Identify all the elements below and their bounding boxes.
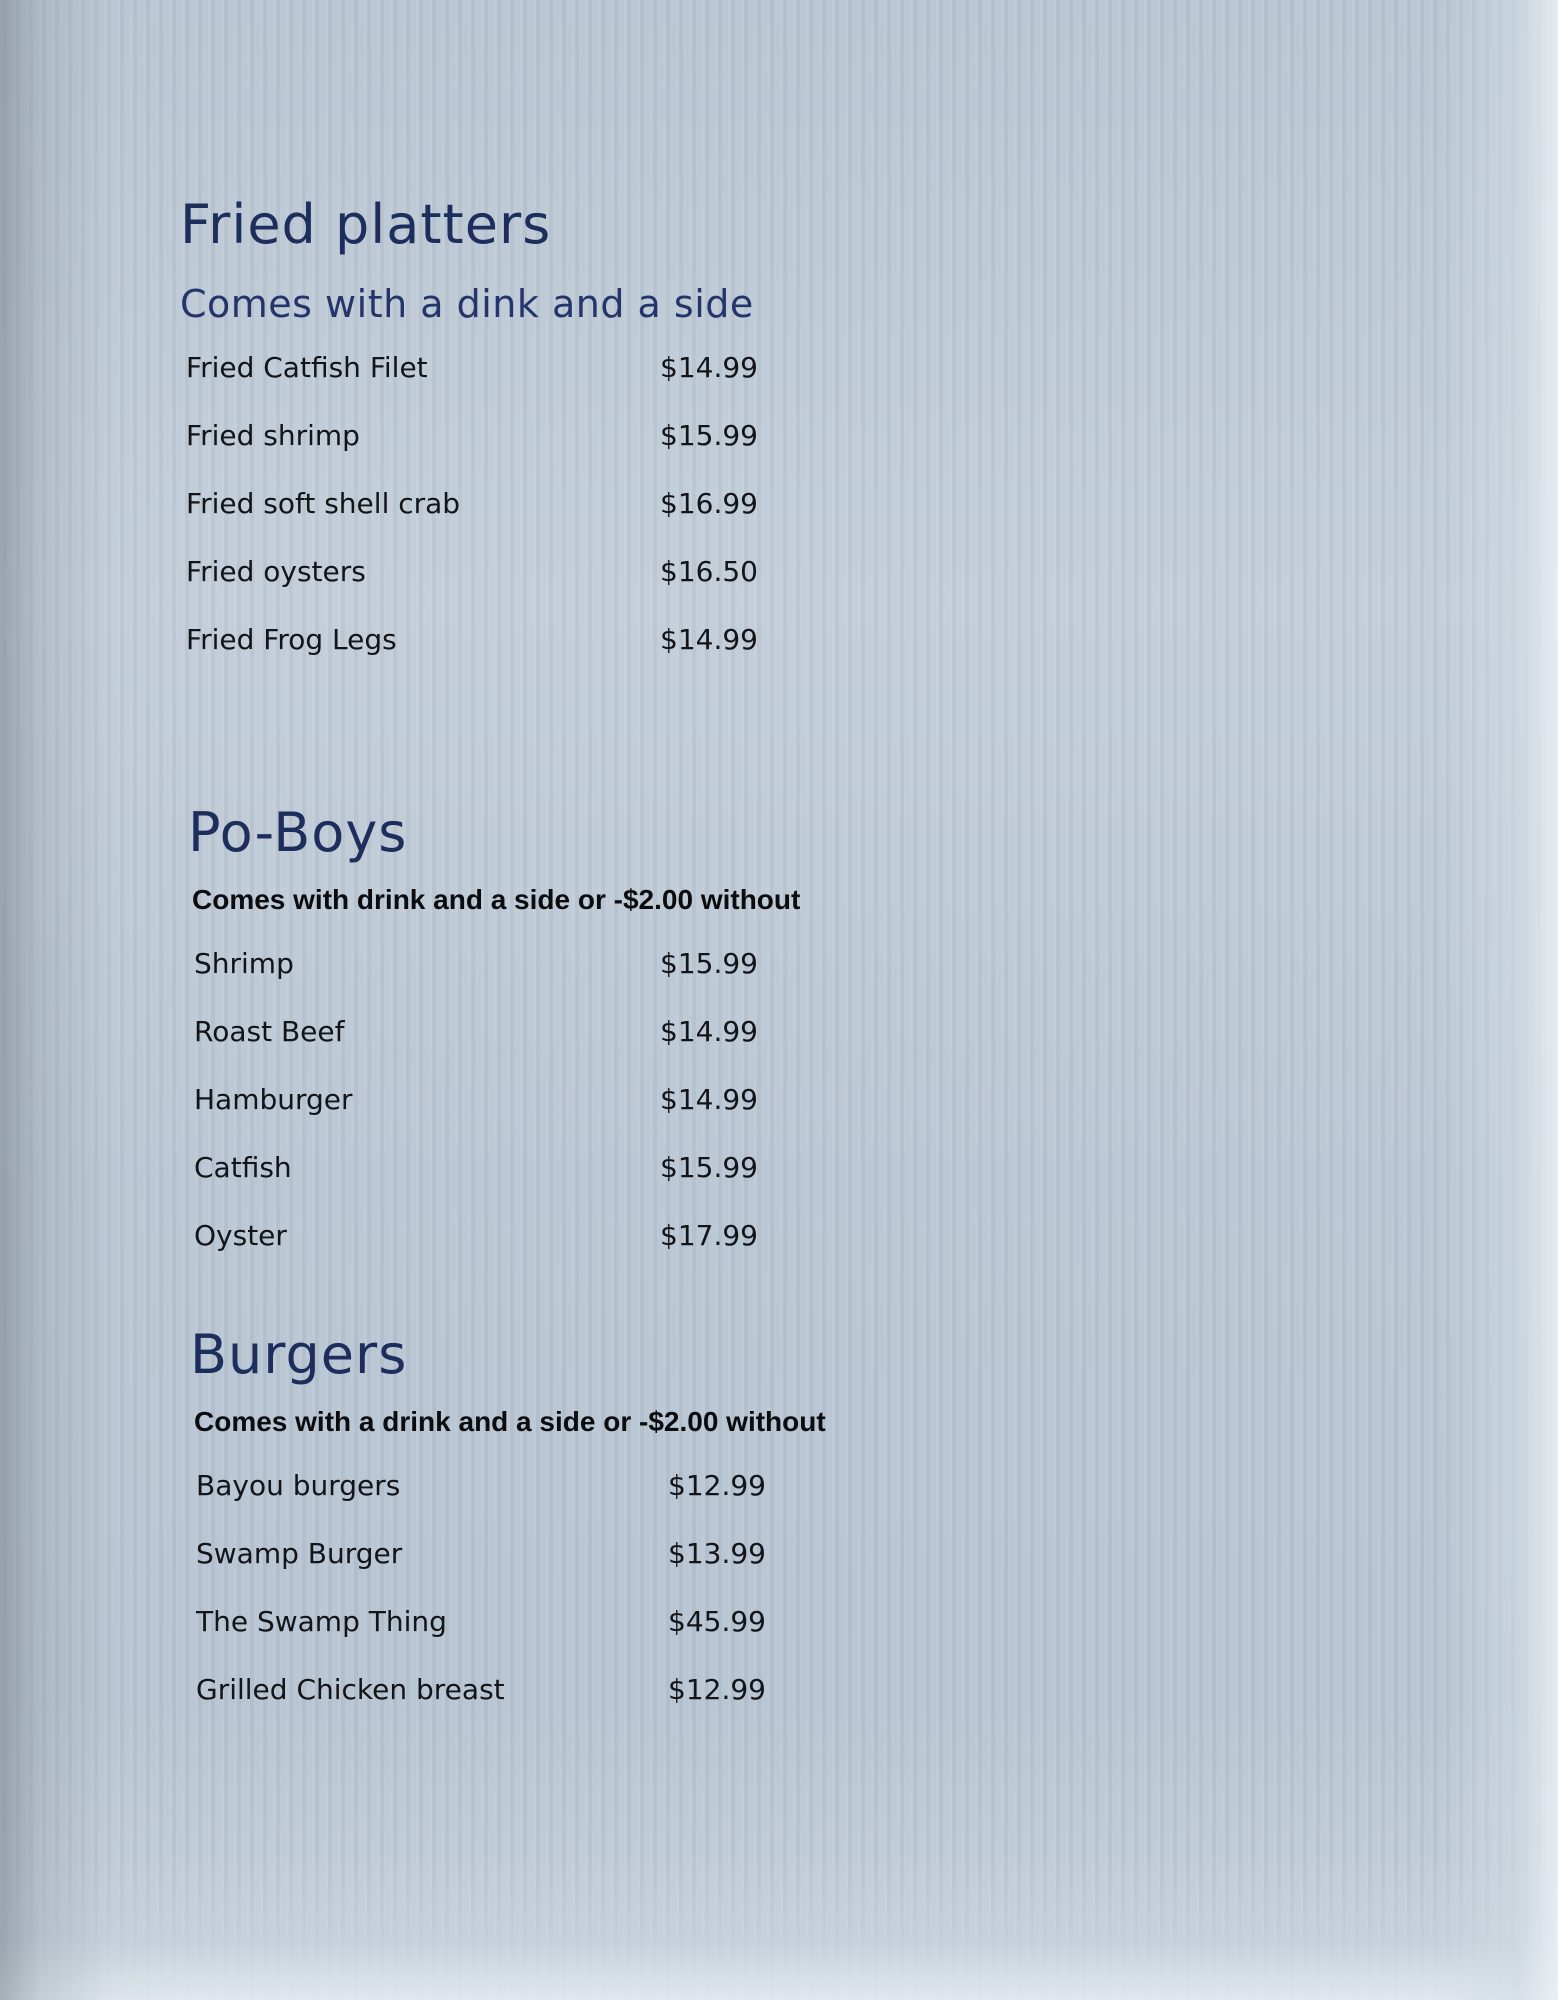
item-price: $15.99 bbox=[660, 419, 758, 452]
menu-item bbox=[188, 1066, 800, 1134]
section-title: Fried platters bbox=[180, 193, 552, 256]
item-price: $16.99 bbox=[660, 487, 758, 520]
item-price: $14.99 bbox=[660, 351, 758, 384]
item-price: $15.99 bbox=[660, 947, 758, 980]
item-price: $45.99 bbox=[668, 1605, 766, 1638]
item-price: $14.99 bbox=[660, 623, 758, 656]
item-price: $15.99 bbox=[660, 1151, 758, 1184]
menu-item bbox=[180, 334, 758, 402]
item-price: $12.99 bbox=[668, 1673, 766, 1706]
item-price: $12.99 bbox=[668, 1469, 766, 1502]
section-burgers bbox=[190, 1320, 826, 1724]
menu-item bbox=[180, 538, 758, 606]
menu-item bbox=[188, 930, 800, 998]
menu-item bbox=[190, 1656, 826, 1724]
menu-item bbox=[188, 998, 800, 1066]
item-name: Fried Catfish Filet bbox=[186, 351, 428, 384]
item-price: $13.99 bbox=[668, 1537, 766, 1570]
item-price: $16.50 bbox=[660, 555, 758, 588]
item-name: Bayou burgers bbox=[196, 1469, 401, 1502]
item-name: The Swamp Thing bbox=[196, 1605, 447, 1638]
item-price: $14.99 bbox=[660, 1015, 758, 1048]
item-name: Shrimp bbox=[194, 947, 294, 980]
item-name: Fried shrimp bbox=[186, 419, 360, 452]
menu-item bbox=[190, 1588, 826, 1656]
item-name: Fried oysters bbox=[186, 555, 366, 588]
item-name: Catfish bbox=[194, 1151, 292, 1184]
menu-item bbox=[180, 402, 758, 470]
section-subtitle: Comes with a dink and a side bbox=[180, 282, 754, 326]
item-name: Swamp Burger bbox=[196, 1537, 403, 1570]
section-title: Burgers bbox=[190, 1323, 408, 1386]
item-name: Hamburger bbox=[194, 1083, 353, 1116]
menu-item bbox=[180, 470, 758, 538]
section-fried-platters bbox=[180, 190, 758, 674]
item-name: Oyster bbox=[194, 1219, 287, 1252]
section-title: Po-Boys bbox=[188, 801, 408, 864]
item-price: $17.99 bbox=[660, 1219, 758, 1252]
section-subtitle: Comes with a drink and a side or -$2.00 without bbox=[194, 1406, 826, 1437]
item-price: $14.99 bbox=[660, 1083, 758, 1116]
menu-item bbox=[188, 1202, 800, 1270]
item-name: Fried soft shell crab bbox=[186, 487, 461, 520]
menu-item bbox=[190, 1452, 826, 1520]
menu-item bbox=[190, 1520, 826, 1588]
section-subtitle: Comes with drink and a side or -$2.00 without bbox=[192, 884, 801, 915]
item-name: Roast Beef bbox=[194, 1015, 345, 1048]
item-name: Fried Frog Legs bbox=[186, 623, 397, 656]
menu-item bbox=[180, 606, 758, 674]
item-name: Grilled Chicken breast bbox=[196, 1673, 505, 1706]
section-po-boys bbox=[188, 798, 800, 1270]
menu-item bbox=[188, 1134, 800, 1202]
